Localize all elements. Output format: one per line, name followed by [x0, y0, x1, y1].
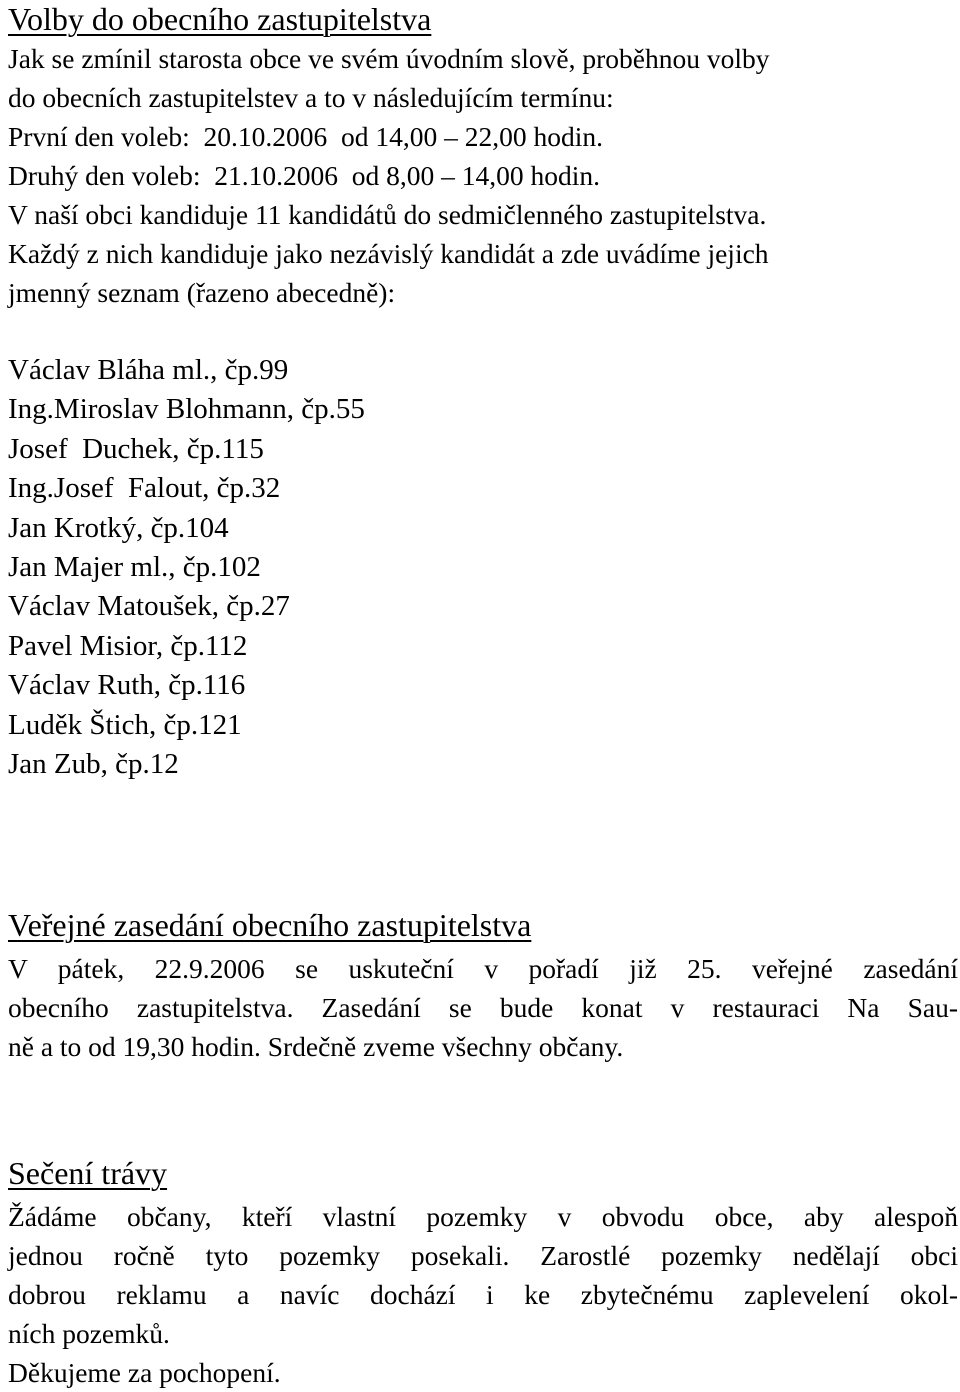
paragraph-line: Každý z nich kandiduje jako nezávislý kandidát a zde uvádíme jejich: [8, 238, 769, 269]
section-body-grass-mowing: [8, 1197, 958, 1392]
candidate-item: Václav Bláha ml., čp.99: [8, 354, 289, 386]
paragraph-line: ně a to od 19,30 hodin. Srdečně zveme všechny občany.: [8, 1031, 624, 1062]
paragraph-line: jmenný seznam (řazeno abecedně):: [8, 277, 396, 308]
candidate-item: Josef Duchek, čp.115: [8, 432, 264, 465]
paragraph-line: V naší obci kandiduje 11 kandidátů do sedmičlenného zastupitelstva.: [8, 199, 767, 230]
paragraph-line: dobrou reklamu a navíc dochází i ke zbytečnému zaplevelení okol-: [8, 1279, 958, 1310]
candidate-item: Václav Ruth, čp.116: [8, 669, 246, 702]
candidate-item: Pavel Misior, čp.112: [8, 629, 248, 662]
candidate-item: Jan Krotký, čp.104: [8, 511, 229, 544]
paragraph-line: Děkujeme za pochopení.: [8, 1357, 281, 1388]
section-title-elections: Volby do obecního zastupitelstva: [8, 1, 432, 37]
paragraph-line: obecního zastupitelstva. Zasedání se bude konat v restauraci Na Sau-: [8, 992, 958, 1023]
candidate-item: Ing.Josef Falout, čp.32: [8, 472, 281, 505]
section-title-public-meeting: Veřejné zasedání obecního zastupitelstva: [8, 907, 532, 943]
candidate-item: Ing.Miroslav Blohmann, čp.55: [8, 393, 365, 426]
section-body-elections: [8, 39, 958, 784]
candidate-item: Václav Matoušek, čp.27: [8, 590, 290, 623]
paragraph-line: do obecních zastupitelstev a to v následujícím termínu:: [8, 82, 614, 113]
paragraph-line: První den voleb: 20.10.2006 od 14,00 – 22,00 hodin.: [8, 121, 604, 152]
paragraph-line: jednou ročně tyto pozemky posekali. Zarostlé pozemky nedělají obci: [8, 1240, 958, 1271]
candidate-item: Jan Majer ml., čp.102: [8, 551, 261, 584]
candidate-item: Jan Zub, čp.12: [8, 748, 179, 781]
section-body-public-meeting: [8, 949, 958, 1066]
paragraph-line: ních pozemků.: [8, 1318, 170, 1349]
paragraph-line: Jak se zmínil starosta obce ve svém úvodním slově, proběhnou volby: [8, 43, 770, 74]
candidate-list: [8, 351, 958, 784]
paragraph-line: Druhý den voleb: 21.10.2006 od 8,00 – 14,00 hodin.: [8, 160, 600, 191]
candidate-item: Luděk Štich, čp.121: [8, 708, 242, 741]
paragraph-line: Žádáme občany, kteří vlastní pozemky v obvodu obce, aby alespoň: [8, 1201, 958, 1232]
section-title-grass-mowing: Sečení trávy: [8, 1155, 168, 1191]
paragraph-line: V pátek, 22.9.2006 se uskuteční v pořadí již 25. veřejné zasedání: [8, 953, 958, 984]
